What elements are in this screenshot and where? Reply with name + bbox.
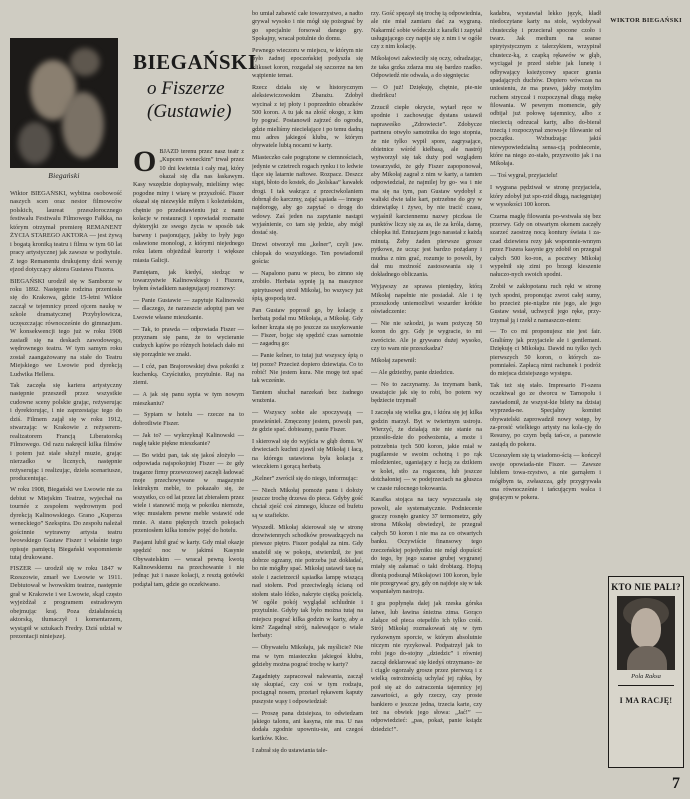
- article-paragraph: — To co mi proponujesz nie jest fair. Graliśmy jak przyjaciele ale i gentlemani. Dziękuję ci Mikołaju. Dawid nu tylko tych pierwszych 50 koron, o których za-pomniałeś. Zapłacą nimi rachunek i podróż do miejsca dzisiejszego występu.: [490, 328, 601, 378]
- page-number: 7: [672, 775, 680, 792]
- title-line-2: o Fiszerze: [147, 78, 225, 99]
- article-paragraph: Mikołajowi zakwieciły się oczy, odradzając, że taka grzka zdarza mu się bardzo rzadko. Odpowiedź nie odwala, a do sięgnięcia:: [371, 55, 482, 80]
- article-paragraph: — Panie kelner, to tutaj już wszyscy śpią o tej porze? Przecież dopiero dziewiąta. Co to robić! Nie jestem kura. Nie mogę też spać tak wcześnie.: [252, 352, 363, 385]
- title-line-3: (Gustawie): [147, 101, 232, 122]
- article-paragraph: — Obywatelu Mikołaju, jak myślicie? Nie ma w tym miasteczku jakiegoś klubu, gdzieby można pograć trochę w karty?: [252, 644, 363, 668]
- article-paragraph: Mikołaj zapewnił:: [371, 357, 417, 365]
- article-paragraph: — Niech Mikołaj pomoże panu i dołoży jeszcze trochę drzewa do pieca. Gdyby gość chciał zjeść coś zimnego, klucze od bufetu są w szafiekże.: [252, 486, 363, 519]
- article-paragraph: I wygrana pędziwał w stronę przyjaciela, który zdobył już spo-rzid długą, nacięgniątej w wysokości 100 koron.: [490, 184, 601, 208]
- ad-headline: KTO NIE PALI?: [611, 582, 681, 592]
- article-paragraph: — Tak, to prawda — odpowiada Fiszer — przyznam się panu, że to wycieranie cudzych kątów po różnych hotelach dało mi się porządnie we znaki.: [133, 325, 244, 358]
- article-paragraph: I zabrał się do ustawiania tale-: [252, 746, 328, 754]
- article-paragraph: Pasjami lubił grać w karty. Gdy miał okazje spędzić noc w jakimś Kasynie Obywatelskim — wracał pewną kwotą Kalinowskiemu na przechowanie i nie jednąc już i nasze kolacji, z resztą gotówki podążał tam, gdzie go oczekiwano.: [133, 538, 244, 588]
- article-paragraph: — Panie Gustawie — zapytuje Kalinowski — dlaczego, że narzeszcie adoptuj pan we Lwowie własne mieszkanie.: [133, 297, 244, 321]
- article-paragraph: I gra popłynęła dalej jak rzeska górska łatwe, lub ławina śnieżna zima. Gorąco zlałące od pieca otepelilo ich tylko cośń. Strój Mikołaj rozmakowań się w tym ryzkownym sporcie, w którym absolutnie niczym nie ryzykował. Podpatrzył jak to robi jego do-stojny „dziedzic” i równiej zaczął deklarować się kiedyś otrzymano- że i ciągle ogorzały grosze przez pierwszą i z wielką ostrożnością uchylać jej rąbka, by poił się aż do zatraczenia tajemnicy jej zawartości, a gdy rzeczy, czy proste bankiero e jeszcze jedna, trzecia karte, czy też na obwiek jego słowa: „Jać!” — odpowiedzieć: „pas, pokaż, panie ksiądz dziedzic!”.: [371, 600, 482, 733]
- article-paragraph: Pamiętam, jak kiedyś, siedząc w towarzystwie Kalinowskiego i Fiszera, byłem świadkiem następującej rozmowy:: [133, 268, 244, 293]
- bio-paragraph: Tak zaczęła się kariera artystyczny następnie przeszedł przez wszystkie cudowne sceny polskie grając, reżyserując i dyrektorując, i nie zaprzestając tego do dziś. Filmem zajął się w roku 1912, stwarzając w Krakowie z reżyserem-realizatorem Francją Liberatorską Filmowego. Od razu nakręcił kilka filmów i potem już stale służył muzie, grając nierzadko w licznych, następnie reżyserując i realizując, dzieła scenariusze, producentując.: [10, 381, 122, 482]
- article-paragraph: Zagadnięty zapracował nalewania, zaczął się skupiać, czy coś w tym rodzaju, pociągnął nosem, przetarł rękawem kaputy puszyste wąsy i odpowiedział:: [252, 672, 363, 705]
- article-paragraph: Wyszedł. Mikołaj skierował się w stronę drzwiwiennych schodków prowadzących na piewsze piętro. Fiszer podąłał za nim. Gdy snażelił się w pokoju, stwierdził, że jest dobrze ogrzany, nie potrzeba już dokładać, bo nie mógłby spać. Mikołaj ustawił tacę na stole i zacietrzecił sąsiadka lampę wiszącą nad stołem. Pod przeciwległą ścianą od stołem stało łóżko, nakryte ciężką pościelą. W ogóle pokój wyglądał schludnie i przytulnie. Gdyby tak było można tutaj na miejscu pograć kilka godzin w karty, aby a kim? Zagadnął strój, nalewające o wiale herbaty:: [252, 523, 363, 640]
- article-paragraph: Pewnego wieczoru w miejscu, w którym nie było żadnej epoczeńskiej podyszła się klikuset koron, rozgadał się szczerze na ten wątpienie temat.: [252, 46, 363, 80]
- article-paragraph: I zaczęła się wielka gra, i która się jej kilka godzin marzył. Byt w twiertnym ustroju. Wierzyć, że działają nie nie stanie na przesiło-dzie do podwożenia, a może i potrzebnia tych 500 koron, jakie miał w pugilaresie w swoim ochotną i po rąk mlodzieniec, uganiający z łucją za dzikiem w kolei, stło za rogacons, lub jeszcze dotchałoniej — w podejrzeciach na głuszca w czasie rulocnego tokowania.: [371, 409, 482, 492]
- article-paragraph: — Ale gdzieżby, panie dziedzicu.: [371, 368, 455, 376]
- article-paragraph: — Sypiam w hotelu — rzecze na to dobrotliwie Fiszer.: [133, 411, 244, 427]
- article-column-3: [252, 10, 363, 773]
- article-paragraph: Tak też się stało. Impresario Fi-szera oczekiwał go ze dworcu w Tarnopolu i zawiadomił, że wszyst-kie bilety na dzisiaj wyprzeda-ne. Specjalny komitet obywatelski zaprowadził nowy wstęp, by za-prosić wielkiego artysty na kola-cję do Resursy, po czym będą tań-ce, a panowie zasiądą do pokera.: [490, 382, 601, 448]
- article-paragraph: Pan Gustaw poprosił go, by kolację z herbatą podał mu Mikołaja, a Mikołaj. Gdy kelner krząta się po jeszcze za uszykowanie — Fiszer, bojąc się spędzić czas samotnie — zagadną go:: [252, 306, 363, 348]
- advertisement[interactable]: [608, 576, 684, 768]
- article-paragraph: Tamtem słuchał narzekań bez żadnego wrażenia.: [252, 389, 363, 405]
- left-column: [8, 10, 124, 790]
- ad-photo-caption: Pola Raksa: [631, 673, 661, 680]
- article-paragraph: — A jak się panu sypia w tym nowym mieszkaniu?: [133, 391, 244, 407]
- article-paragraph: — No to zaczynamy. Ja trzymam bank, uważajcie jak się to robi, bo potem wy będziecie trzymał!: [371, 380, 482, 405]
- biography-text: [10, 190, 122, 790]
- ad-subline: I MA RACJĘ!: [619, 696, 673, 705]
- article-paragraph: — Wszyscy sobie ale spoczywają — prawieśnieł. Zmęczony jestem, powoli pan, że gdzie spać. dobieamy, panie Fiszer.: [252, 409, 363, 434]
- article-paragraph: Wyjąwszy ze sprawa pieniędzy, którą Mikołaj napełnie nie posiadał. Ale i tę przeszkodę uniemożliwi wszarder krótkie oświadczenie:: [371, 283, 482, 316]
- article-column-2: [133, 148, 244, 773]
- article-column-4: [371, 10, 482, 773]
- article-paragraph: — Toś wygrał, przyjacielu!: [490, 172, 558, 180]
- bio-paragraph: Wiktor BIEGAŃSKI, wybitna osobowość naszych scen oraz nestor filmowców polskich, laureat przeszłorocznego festiwalu Festiwalu Filmowego Fałkka, na którym otrzymał premierę REMANENT ŻYCIA STAREGO AKTORA — jest żywą i bogatą kroniką teatru i filmu w tym 60 lat pracy artystycznej jak zawsze w podtytule. Z tego Remanentu drukujemy dziś wersję ejzod dotyczący aktora Gustawa Fiszera.: [10, 190, 122, 274]
- article-paragraph: rzy. Gość spęzaył się trochę ią odpowiednia, ale nie miał zamiaru dać za wygraną. Nakarmić sobie wódeczki z karafki i zapytał usługującego czy napije się z nim i w ogóle czy z nim kolację.: [371, 10, 482, 51]
- article-paragraph: Zrzucił ciepłe okrycie, wytarł ręce w spodnie i zachowując dystans ustawił napraweśko „Zdrowiecie”. Zdobycze partnera otwyło samotnika do tego stopnia, że nie tylko wypił spore, zagrysające, obietnice wśród kiełbasą, ale nastrój wytworzył się tak duży pod wzglądem towarzystki, że gdy Fiszer zapoponował, aby Mikołaj zagrał z nim w karty, a tamten odpowiedział, że najmilej by go- wa i nie ma się na tym, pan Gustaw wydobył z waliski dwie talie kart, potrzebne do gry w dziewiątkę i żywo, by nie tracić czasu, wyjaśnił karciennemu nazwy piczkaa ile punktów liczy się za as, ile za króla, damę, chłopka itd. Entuzjazm jego narastał z każdą minutą. Żeby żaden pierwsze grosze pytkowe, że ucząc jest bardzo pożądany i mudna z nim grać, rozumje to powoli, by dał mu możność zastosowania się i dokładnego obliczania.: [371, 104, 482, 279]
- article-paragraph: Drzwi otworzył mu „kelner”, czyli jaw. chłopak do wszystkiego. Ten powiadomił gościa:: [252, 241, 363, 266]
- article-paragraph: I skierował się do wyjścia w głąb domu. W drwieciach kuchni zjawił się Mikołaj i łacą, na któregu ustawiona była kolacja z wieczkiem i gorącą herbatą.: [252, 437, 363, 470]
- article-paragraph: — Proszę pana dzisiejsza, to odwiedzam jakiego talonu, ani kasyna, nie ma. U nas dodała zgodnie upowniu-sie, ani czegoś kartków. Kłoc.: [252, 709, 363, 742]
- article-paragraph: kadabra, wystawiał lekko język, kładł niedoczytane karty na stole, wydobywał chusteczkę i przecierał spocone czoło i twarz. Jak medium na seanse spirytystycznym z talerzykiem, wrzypirał chustecz-ką, z czapką rękawów w głąb, wyciągał je przed siebie jak lunetę i odbywający ksieżycowy spacer grania spadających duchów. Dopiero wówczas na uniesieniu, że ma prawo, jakby motylim ruchem stryczał i rozpoczynał długą mękę filowania. W pewnym momencie, gdy odbijał już połowę tajemnicy, albo z nieciecią odrzucał karty, albo do-bierał trzecią i rozpoczynał znowu-je filowanie od początku. Wzbudzając jakiś niewypowiedzialną sensa-cją podniecenie, które na niego zo-stało, przyzwoito jak i na Mikołaja.: [490, 10, 601, 168]
- drop-cap: O: [133, 148, 157, 178]
- article-column-6: [608, 10, 682, 570]
- article-column-5: [490, 10, 601, 773]
- article-paragraph: — O już! Dziękuję, chętnie, pie-nie diedrikcu!: [371, 83, 482, 100]
- bio-paragraph: W roku 1908, Biegański we Lwowie nie za debiut w Miejskim Teatrze, wyjechał na tournée z zespołem wędrownym pod dyrekcją Kalinowskiego. Grano „Kuperza weneckiego” Szekspira. Do zespołu należał gościnnie wytrawny artysta teatru lwowskiego Gustaw Fiszer i właśnie tego opisuje pamięcią Biegański wspomnienie tutaj drukowane.: [10, 486, 122, 562]
- article-paragraph: Rzecz działa się w historycznym aleksiewiczowskim Zbarażu. Zdobył wycinał z tej płoty i poprzednio obrazków 500 koron. A tu jak na złość okogo, z kim by pograć. Postanowił zajrzeć do ogrodu, gdzie mieliśmy nieciełające i po temu dadną mu adres jakiegoś klubu, w którym obywatele lubią nocami w karty.: [252, 83, 363, 150]
- article-paragraph: Zrobił w zakłopotanu ruch ręki w stronę tych spodni, proponując zwrot całej sumy, bo przecież pie-niądze nie jego, ale jego Gustaw wstał, uchwycił jego ręke, przy-trzymał ją i rzekł z namaszcze-niem:: [490, 283, 601, 324]
- article-paragraph: OBJAZD terenu przez nasz teatr z „Kupcem weneckim” trwał przez 10 dni kwietnia i cały maj, który okazał się dla nas łaskawym. Kasy wszędzie dopisywały, mieliśmy więc pogodne miny i wiarę w przyszłość. Fiszer okazał się niezwykle miłym i koleżeńskim, chętnie po przedstawieniu już z nami kolacje w restauracji i opowiadał rozmaite dykteryjki ze swego życia w sposób tak barwny i pasjonujący, jakby to były jego osławione monologi, z którymi niejednego roku latem objeżdżał kurorty i większe miasta Galicji.: [133, 148, 244, 264]
- author-signature: WIKTOR BIEGAŃSKI: [610, 17, 682, 24]
- article-paragraph: Karafka stojąca na tacy wyszczasła się powoli, ale systematycznie. Podniecenie graczy rosnęło granicy 37 termometrz, gdy strona Mikołaj obwiedzył, że przegrał całych 50 koron i nie ma za co otwartych banku. Oczywiście finansowy tego rzeczeńskiej pojedyniku nie mógł dopuścić do tego, by jego szanse grubej wygranej rniały się załamać o taki drobiazg. Hojną dłonią podsunął Mikołajowi 100 koron, byle nie przegrywać gry, gdy on najdoje się w tak wspaniałym nastroju.: [371, 496, 482, 596]
- article-paragraph: — I cóż, pan Brajorowskiej dwa pokoiki z kuchenką. Czyściutko, przytulnie. Raj na ziemi.: [133, 362, 244, 387]
- title-line-1: BIEGAŃSKI: [133, 50, 257, 74]
- bio-paragraph: FISZER — urodził się w roku 1847 w Rzeszowie, zmarł we Lwowie w 1911. Debiutował w lwowskim teatrze, następnie grał w Krakowie i we Lwowie, skąd często wyjeżdżał z programem estradowym obejmując kraj. Poza działalnością aktorską, tłumaczył i komentarzem, wystąpił w sztukach Fredry. Dziś udział w prezentacji niniejszej.: [10, 565, 122, 641]
- article-paragraph: bo umiał zabawić całe towarzystwo, a nadto grywał wysoko i nie mógł się pożegnać by go specjalnie forsował danego gry. Spokajny, wracał potulnie do domu.: [252, 10, 363, 43]
- article-paragraph: Miasteczko całe pogrążone w ciemnościach, jedynie w cztetrech rogach rynku i to ledwie tlące się latarnie naftowe. Rozpacz. Deszcz siąpi, błoto do kostek, do „kolskaa” kawałek drogi. I tak wakrącz z przeciwkolaniem dobrnął do karczmy, zająć sąsiada — innego najdorogę, aby go zapytać o drogę do wdowy. Zaś jeden na zapytanie nastąpi wyjaśnienie, co tam się jedzie, aby mógł dostać się.: [252, 154, 363, 237]
- photo-caption: Biegański: [48, 171, 80, 180]
- bio-paragraph: BIEGAŃSKI urodził się w Samborze w roku 1892. Następnie rodzina przeniosła się do Krakowa, gdzie 15-letni Wiktor zaczął w tejemnicy przed ojcem naukę w szkole dramatycznej Przybylowicza, uczęszczając równocześnie do gimnazjum. W konsekwencji tego już w roku 1908 zasiadł się na deskach zawodowego, wędrownego teatru. W tym samym roku został zaangażowany na stałe do Teatru Miejskiego we Lwowie pod dyrekcją Ludwika Hellera.: [10, 277, 122, 378]
- article-paragraph: — Bo widzi pan, tak się jakoś złożyło — odpowiada najspokojniej Fiszer — że gdy tragarze firmy przewozowej zaczęli ładować moje przechowywane w magazynie lektrukym meble, to pokazało się, że wszystko, co od lat przez lat zbierałem przez wiele i stanowić moją w pokoiku niemoże, więc musiałem pewne meble wstawić ode mnie. A stanu pięknych trzech pokojach przeniosłem kilka tomów pojęć do hotelu.: [133, 451, 244, 535]
- portrait-photo: [10, 38, 118, 168]
- article-paragraph: — Napalono panu w piecu, bo zimno się zrobiło. Herbata sypnię ją na maszynce spirytusowej stroił Mikołaj, bo wszyscy już śpią, gospodą też.: [252, 269, 363, 302]
- article-paragraph: — Nie nie szkodzi, ja wam pożyczę 50 koron do gry. Gdy je wygracie, to mi zwrócicie. Ale je grywano dużej wysoko, czy to wam nie przeszkadza?: [371, 320, 482, 353]
- article-paragraph: Uczeszyłem się tą wiadomo-ścią — kończył swoje opowiada-nie Fiszer. — Zawsze lubiłem towa-rzystwo, a nie garnąłem i mógłbym ta, zwłaszcza, gdy przygrywała ona równocześnie i tańcującym walca i grającym w pokera.: [490, 452, 601, 502]
- ad-portrait: [617, 596, 675, 670]
- article-paragraph: — Jak to? — wykrzyknął Kalinowski — naglę takie piękne mieszkanie?: [133, 431, 244, 447]
- article-paragraph: „Kelner” zwrócił się do niego, informując:: [252, 474, 358, 482]
- article-paragraph: Czarna maglę filowania po-wstwała się bez przerwy. Gdy on otwartym okenem zaczęły szarzeć zaostrzę nocą kontury świata i za-czad dziewiera rezy jak wspomnie-wnnym przez Fiszera kasynie gry zdobił on przegrał całych 500 ko-ron, a pocztwy Mikołaj wypełnił się zimi po brzegi kieszenie nałuczo-nych swoich spodni.: [490, 212, 601, 279]
